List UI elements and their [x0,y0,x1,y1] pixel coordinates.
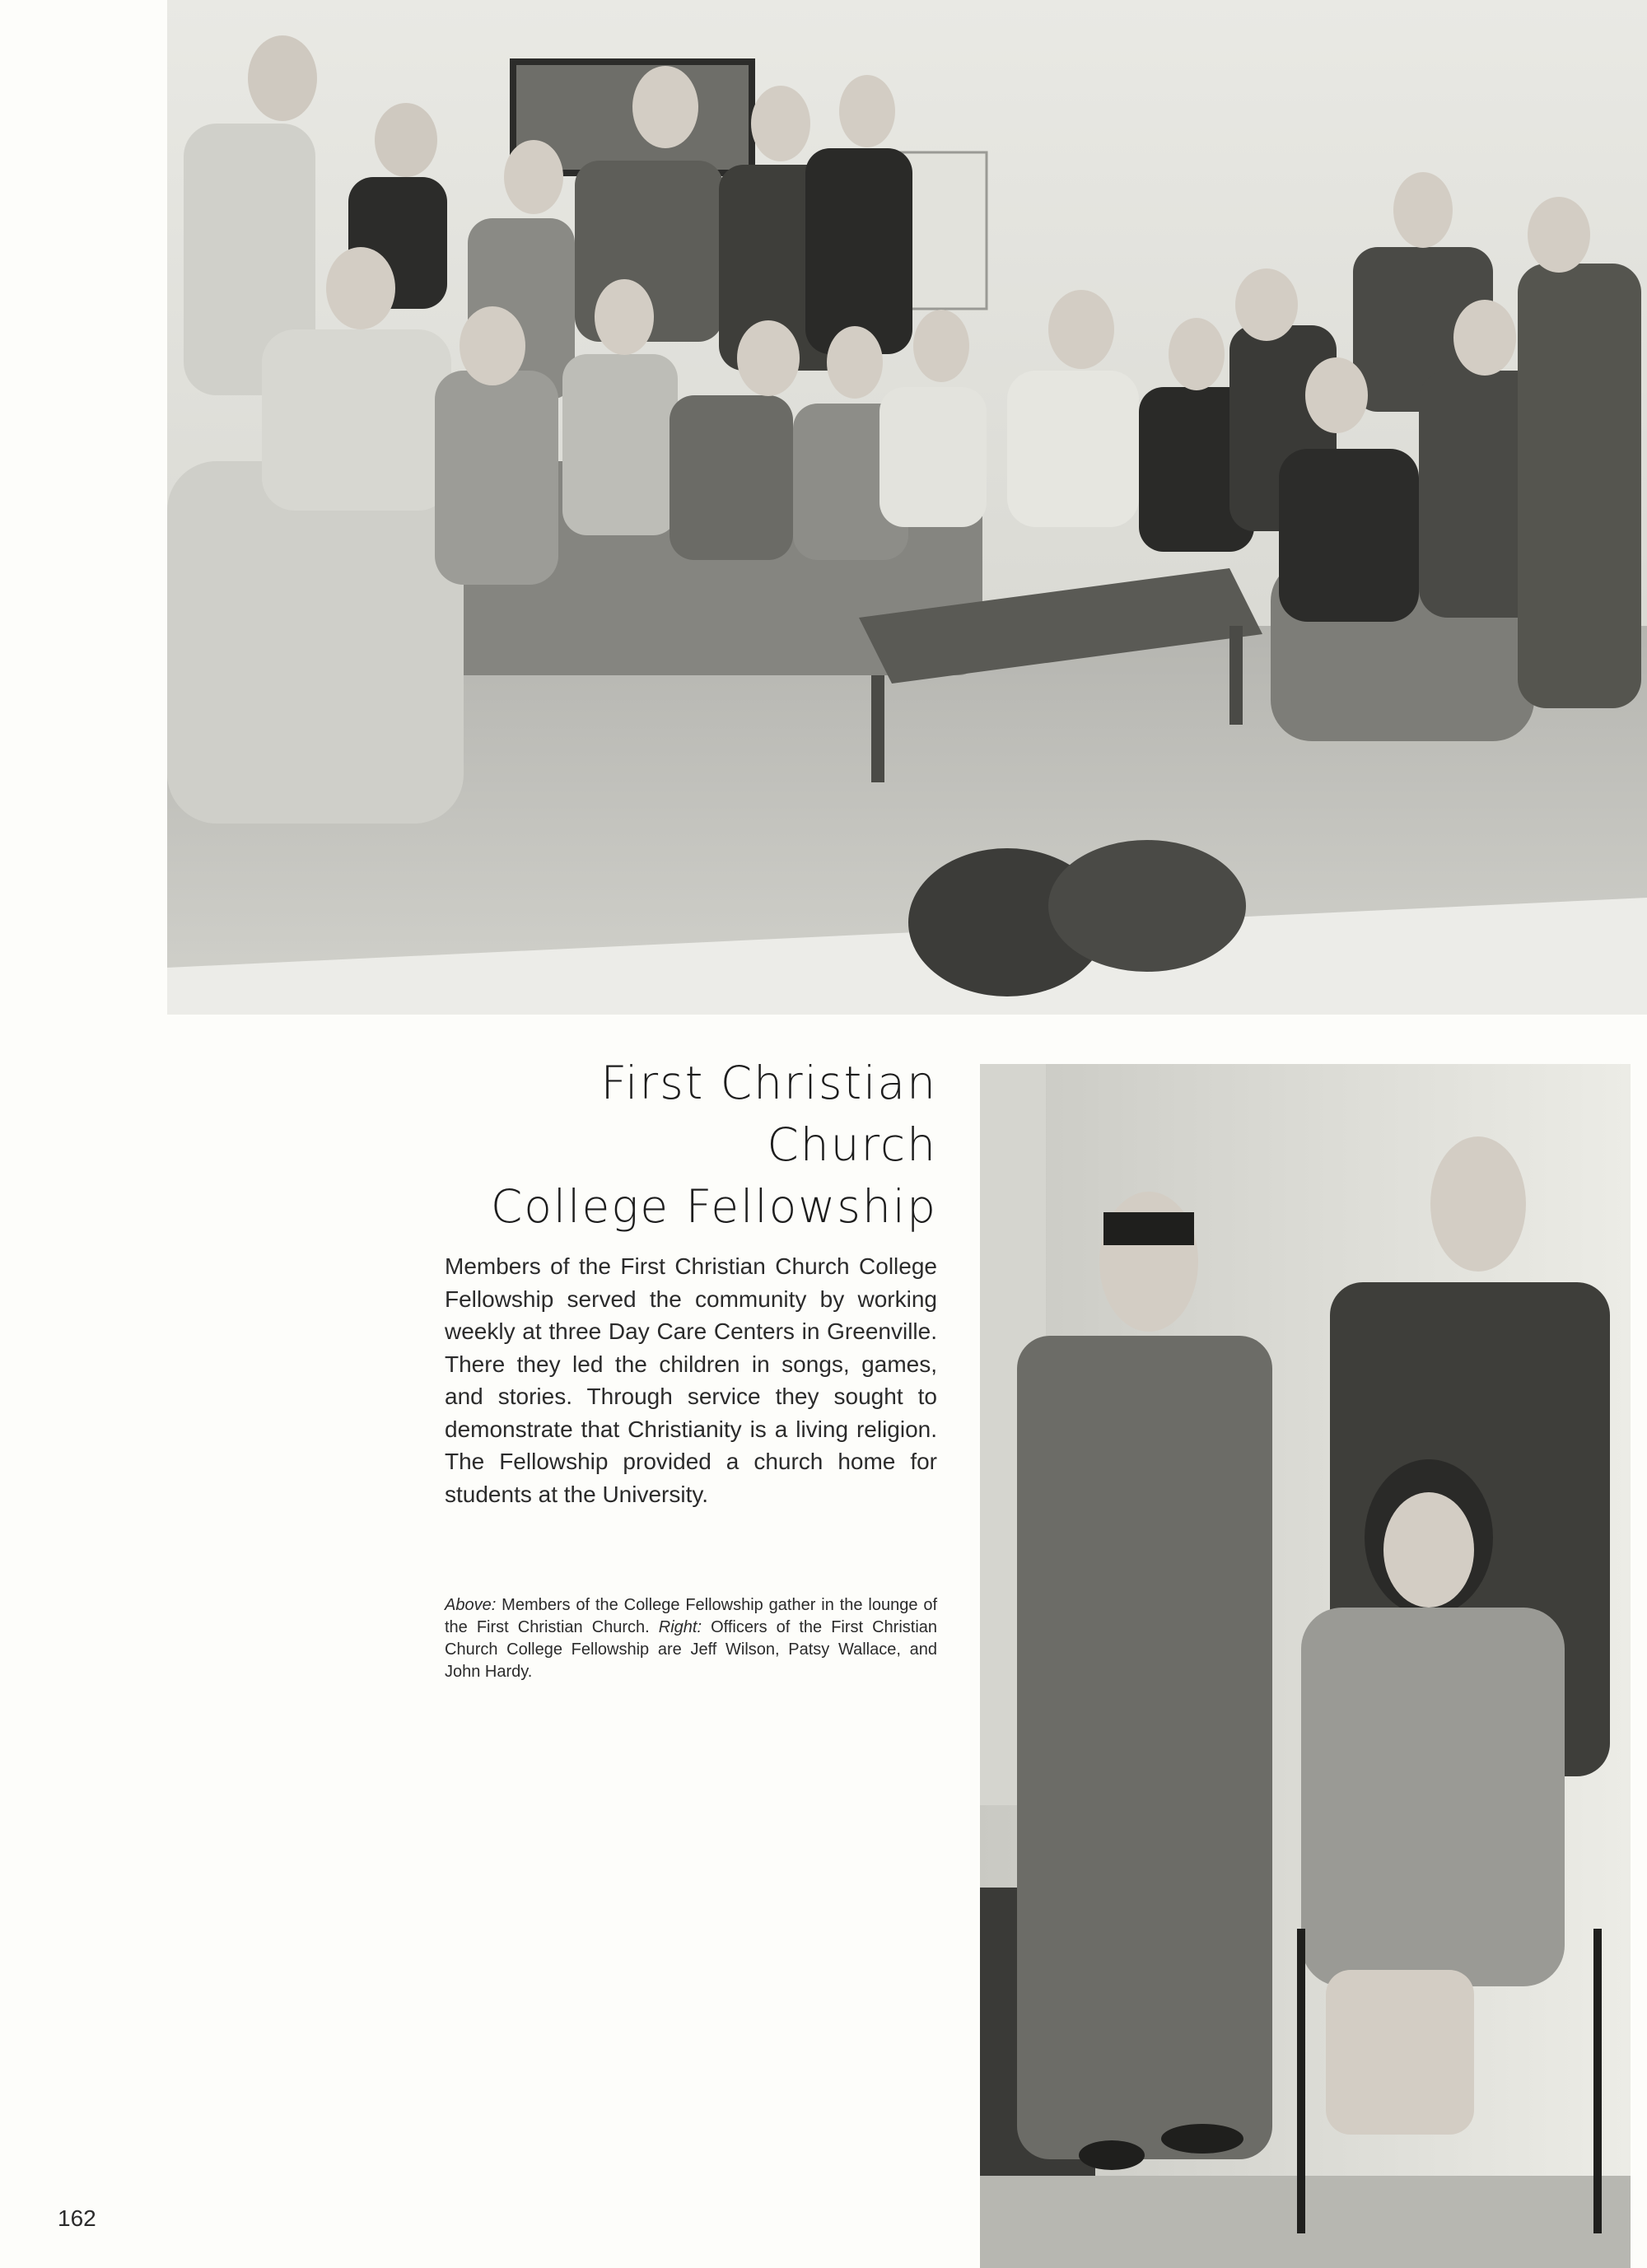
caption-right-label: Right: [658,1618,702,1636]
page-number: 162 [58,2205,96,2231]
caption-above-label: Above: [445,1596,497,1614]
group-photo-image [167,0,1647,1015]
title-line-1: First Christian [600,1057,937,1109]
caption-above-text: Members of the College Fellowship gather in the lounge of the First Christian Church. [445,1596,938,1636]
officers-photo-image [980,1064,1631,2268]
title-line-2: Church [767,1118,937,1171]
title-line-3: College Fellowship [490,1180,937,1233]
article-body: Members of the First Christian Church College Fellowship served the community by working weekly at three Day Care Centers in Greenville. There they led the children in songs, games, and stories. Through service they sought to demonstrate that Christianity is a living religion. The Fellowship provided a church home for students at the University. [445,1253,937,1507]
photo-caption [445,1594,937,1683]
officers-photo [980,1064,1631,2268]
article-title [395,1052,937,1238]
caption-right-text: Officers of the First Christian Church College Fellowship are Jeff Wilson, Patsy Wallace, and John Hardy. [445,1618,938,1681]
group-photo [167,0,1647,1015]
